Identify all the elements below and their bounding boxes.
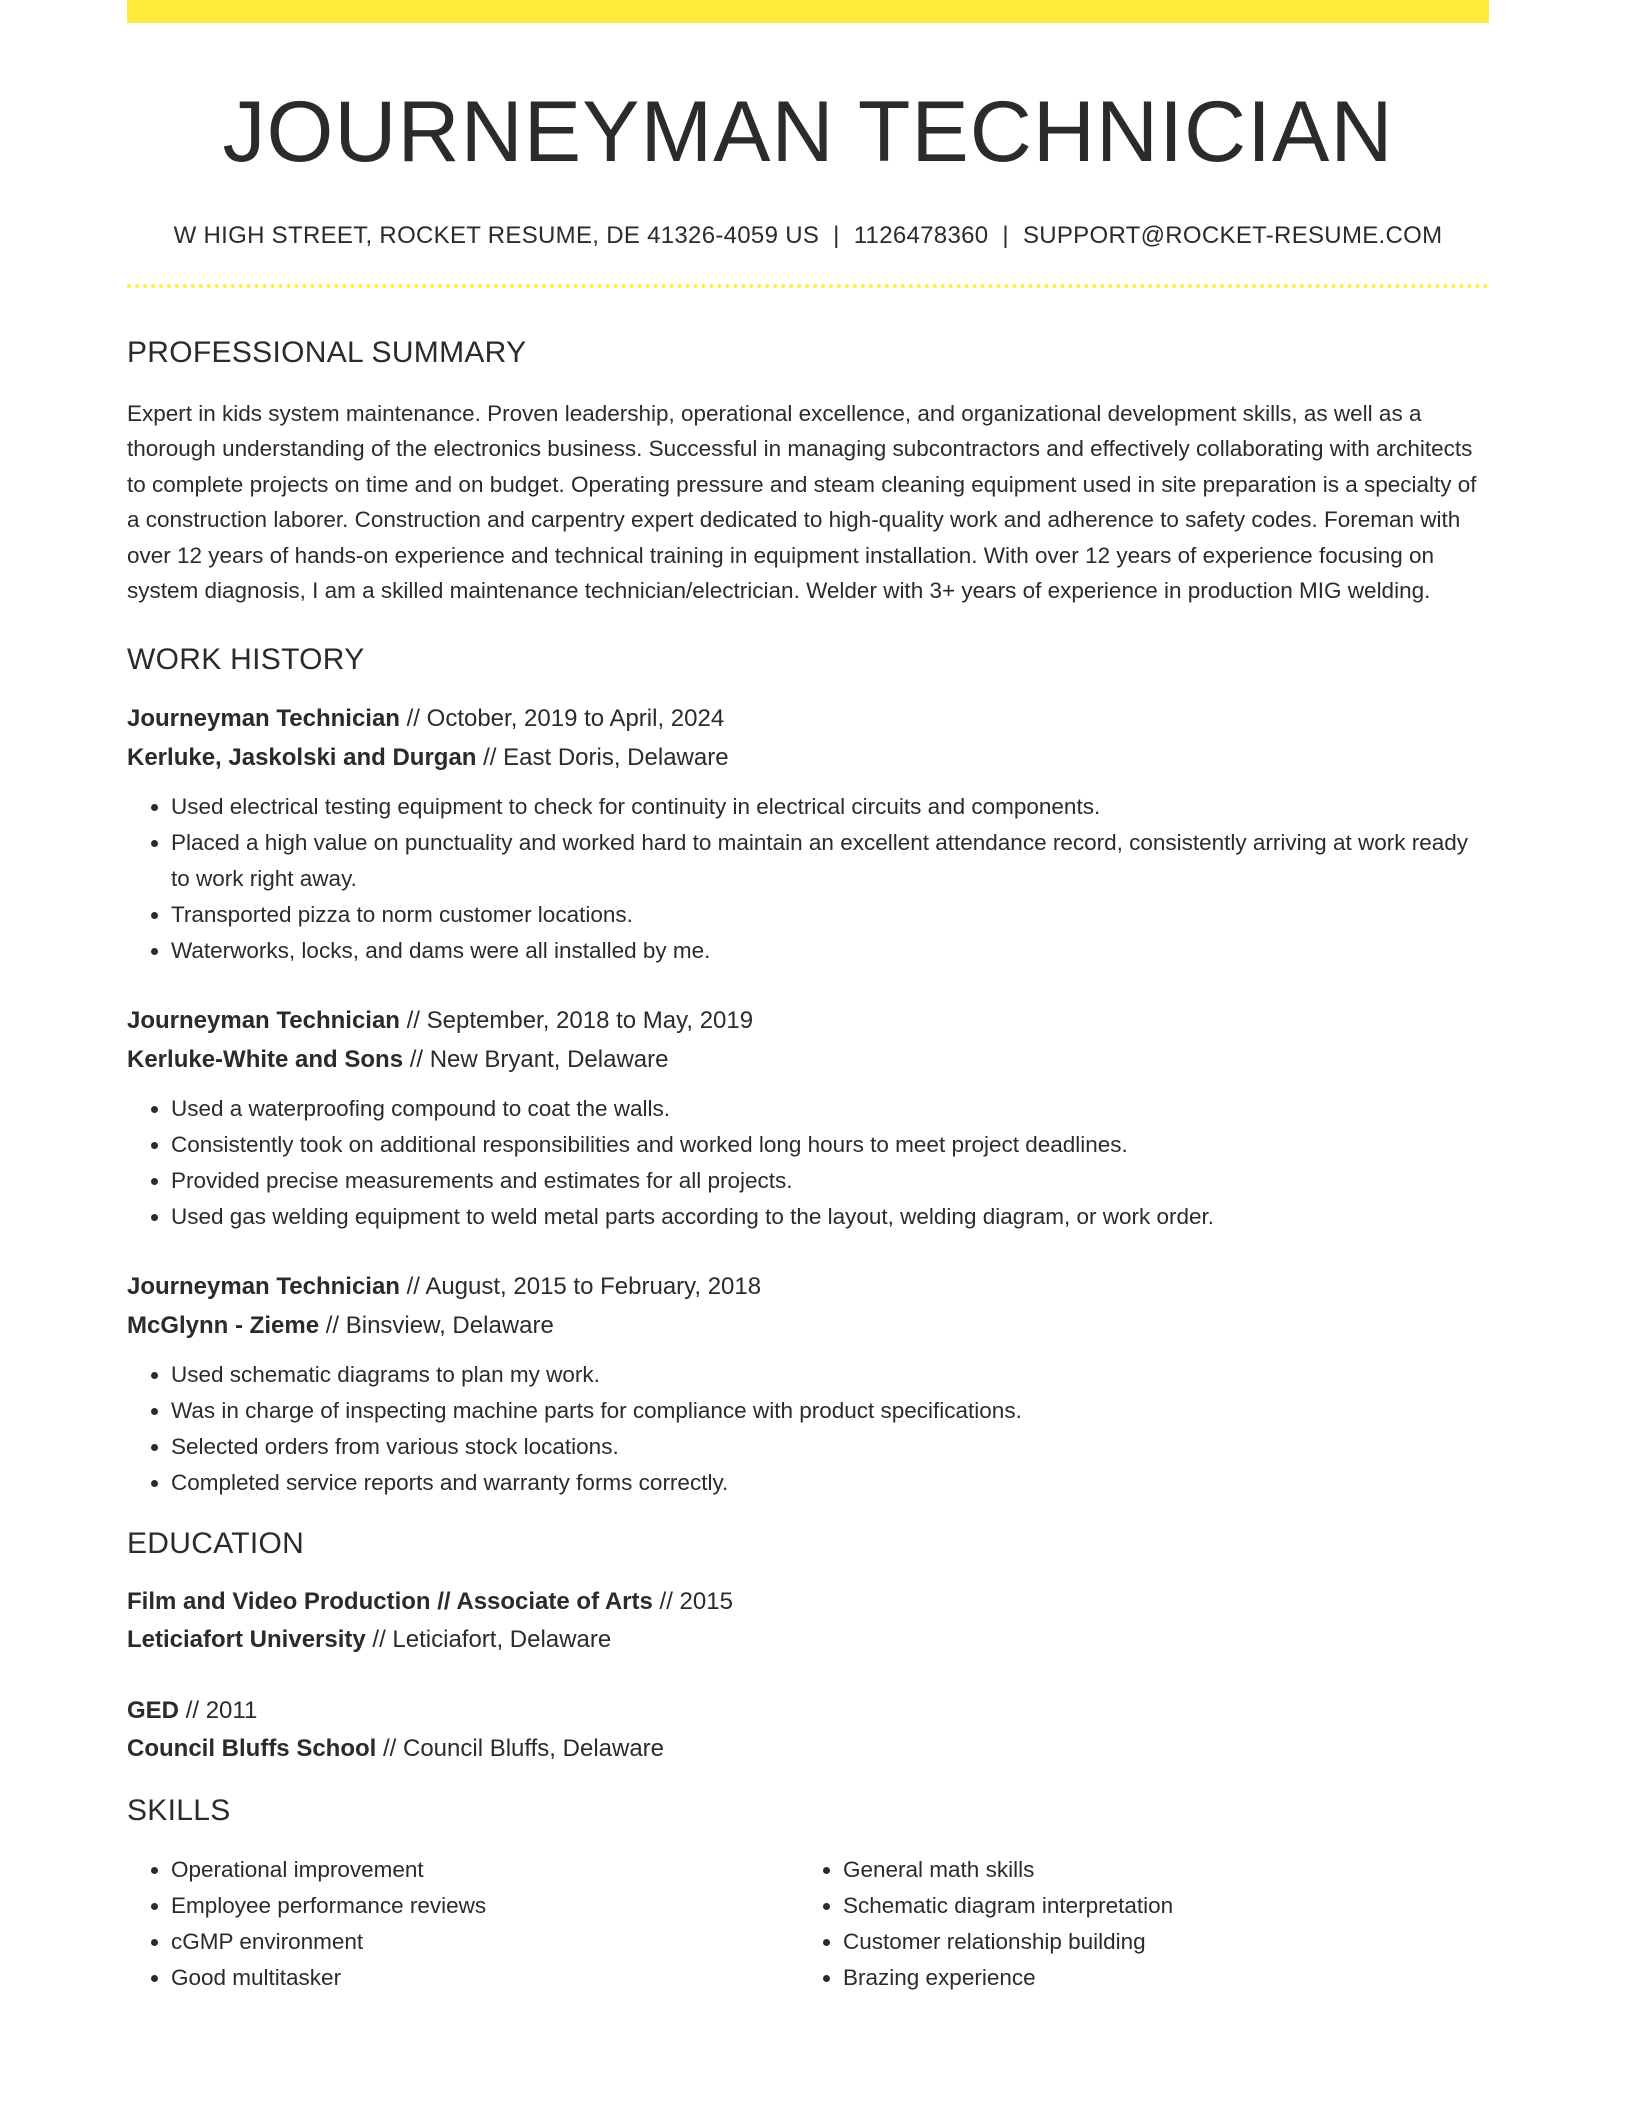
education-location: // Council Bluffs, Delaware: [383, 1734, 665, 1762]
job-bullet: • Selected orders from various stock locations.: [171, 1429, 1489, 1465]
job-bullet: • Transported pizza to norm customer locations.: [171, 897, 1489, 933]
job-dates: // October, 2019 to April, 2024: [406, 704, 725, 732]
education-heading: EDUCATION: [127, 1526, 305, 1560]
education-school-line: [127, 1730, 1489, 1768]
job-bullet: • Provided precise measurements and estimates for all projects.: [171, 1163, 1489, 1199]
summary-heading: PROFESSIONAL SUMMARY: [127, 335, 527, 369]
skill-item: • Brazing experience: [843, 1960, 1471, 1996]
education-degree: Film and Video Production // Associate of Arts: [127, 1587, 653, 1615]
education-year: // 2015: [659, 1587, 733, 1615]
education-degree-line: [127, 1692, 1489, 1730]
job-bullet: • Was in charge of inspecting machine parts for compliance with product specifications.: [171, 1393, 1489, 1429]
education-entry: [127, 1692, 1489, 1768]
job-bullet: • Placed a high value on punctuality and worked hard to maintain an excellent attendance record, consistently arriving at work ready to work right away.: [171, 825, 1489, 897]
education-location: // Leticiafort, Delaware: [372, 1625, 612, 1653]
job-bullets: [127, 1091, 1489, 1235]
candidate-name: JOURNEYMAN TECHNICIAN: [222, 84, 1394, 180]
job-bullet: • Consistently took on additional responsibilities and worked long hours to meet project deadlines.: [171, 1127, 1489, 1163]
job-title: Journeyman Technician: [127, 1006, 400, 1034]
education-school-line: [127, 1621, 1489, 1659]
job-company: McGlynn - Zieme: [127, 1311, 320, 1339]
job-bullets: [127, 789, 1489, 969]
contact-phone: 1126478360: [853, 221, 989, 249]
dotted-divider: [127, 284, 1489, 288]
job-entry: [127, 699, 1489, 969]
job-bullet: • Completed service reports and warranty forms correctly.: [171, 1465, 1489, 1501]
skills-columns: [127, 1852, 1489, 1996]
education-school: Leticiafort University: [127, 1625, 366, 1653]
job-company-line: [127, 1306, 1489, 1345]
work-history-heading: WORK HISTORY: [127, 642, 365, 676]
contact-email: SUPPORT@ROCKET-RESUME.COM: [1022, 221, 1443, 249]
skills-heading: SKILLS: [127, 1793, 231, 1827]
skill-item: • Customer relationship building: [843, 1924, 1471, 1960]
job-location: // East Doris, Delaware: [483, 743, 729, 771]
accent-top-bar: [127, 0, 1489, 23]
skills-list-left: [127, 1852, 799, 1996]
skill-item: • Employee performance reviews: [171, 1888, 799, 1924]
contact-address: W HIGH STREET, ROCKET RESUME, DE 41326-4059 US: [173, 221, 820, 249]
job-dates: // September, 2018 to May, 2019: [406, 1006, 754, 1034]
skill-item: • Operational improvement: [171, 1852, 799, 1888]
skill-item: • Good multitasker: [171, 1960, 799, 1996]
skill-item: • Schematic diagram interpretation: [843, 1888, 1471, 1924]
job-company: Kerluke, Jaskolski and Durgan: [127, 743, 477, 771]
job-location: // New Bryant, Delaware: [409, 1045, 669, 1073]
job-bullet: • Used gas welding equipment to weld metal parts according to the layout, welding diagram, or work order.: [171, 1199, 1489, 1235]
summary-text: Expert in kids system maintenance. Proven leadership, operational excellence, and organizational development skills, as well as a thorough understanding of the electronics business. Successful in managing subcontractors and effectively collaborating with architects to complete projects on time and on budget. Operating pressure and steam cleaning equipment used in site preparation is a specialty of a construction laborer. Construction and carpentry expert dedicated to high-quality work and adherence to safety codes. Foreman with over 12 years of hands-on experience and technical training in equipment installation. With over 12 years of experience focusing on system diagnosis, I am a skilled maintenance technician/electrician. Welder with 3+ years of experience in production MIG welding.: [127, 400, 1477, 604]
skill-item: • cGMP environment: [171, 1924, 799, 1960]
job-title-line: [127, 699, 1489, 738]
education-entry: [127, 1583, 1489, 1659]
resume-page: [127, 0, 1489, 1996]
job-entry: [127, 1267, 1489, 1501]
education-year: // 2011: [185, 1696, 258, 1724]
job-bullet: • Waterworks, locks, and dams were all installed by me.: [171, 933, 1489, 969]
job-title-line: [127, 1267, 1489, 1306]
job-bullet: • Used a waterproofing compound to coat the walls.: [171, 1091, 1489, 1127]
education-degree-line: [127, 1583, 1489, 1621]
job-dates: // August, 2015 to February, 2018: [406, 1272, 762, 1300]
contact-separator: |: [833, 221, 840, 249]
job-title: Journeyman Technician: [127, 1272, 400, 1300]
job-title-line: [127, 1001, 1489, 1040]
job-company-line: [127, 1040, 1489, 1079]
skill-item: • General math skills: [843, 1852, 1471, 1888]
job-location: // Binsview, Delaware: [325, 1311, 554, 1339]
job-bullets: [127, 1357, 1489, 1501]
job-title: Journeyman Technician: [127, 704, 400, 732]
job-bullet: • Used schematic diagrams to plan my work.: [171, 1357, 1489, 1393]
contact-separator: |: [1002, 221, 1009, 249]
education-degree: GED: [127, 1696, 180, 1724]
contact-line: [127, 222, 1489, 250]
job-bullet: • Used electrical testing equipment to check for continuity in electrical circuits and components.: [171, 789, 1489, 825]
job-entry: [127, 1001, 1489, 1235]
skills-list-right: [799, 1852, 1471, 1996]
education-school: Council Bluffs School: [127, 1734, 377, 1762]
job-company: Kerluke-White and Sons: [127, 1045, 404, 1073]
job-company-line: [127, 738, 1489, 777]
